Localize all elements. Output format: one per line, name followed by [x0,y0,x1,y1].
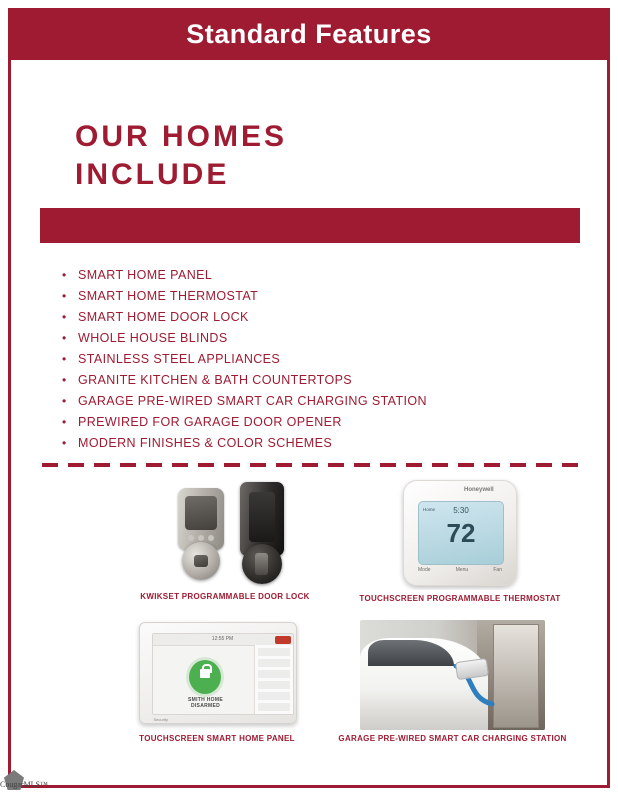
door-lock-image [100,478,340,588]
thermostat-small-label: Home [423,507,436,512]
panel-footer-label: Security [153,717,168,722]
title-banner [8,8,610,60]
panel-clock: 12:55 PM [153,634,293,646]
smart-panel-image [135,620,300,730]
thermostat-brand: Honeywell [464,487,494,493]
ev-charging-image [360,620,545,730]
product-thermostat [340,478,580,603]
lock-shield-icon [189,660,221,694]
deadbolt-knob-icon [242,544,282,584]
heading-line-2: INCLUDE [75,158,230,191]
list-item: • SMART HOME DOOR LOCK [60,307,580,328]
product-row-2 [40,620,580,755]
product-caption: TOUCHSCREEN PROGRAMMABLE THERMOSTAT [359,594,561,603]
product-gallery [40,478,580,755]
thermostat-image [395,478,525,590]
thermostat-button-mode: Mode [418,567,431,573]
thermostat-time: 5:30 [453,506,469,515]
product-caption: KWIKSET PROGRAMMABLE DOOR LOCK [140,592,310,601]
thermostat-button-fan: Fan [493,567,502,573]
panel-alert-badge [275,636,291,644]
product-row-1 [40,478,580,608]
page-title: Standard Features [186,18,432,49]
product-ev-charging [325,620,580,743]
list-item: • GARAGE PRE-WIRED SMART CAR CHARGING STATION [60,391,580,412]
product-caption: TOUCHSCREEN SMART HOME PANEL [139,734,295,743]
list-item: • GRANITE KITCHEN & BATH COUNTERTOPS [60,370,580,391]
panel-menu-list [254,645,293,714]
product-smart-panel [102,620,332,743]
product-caption: GARAGE PRE-WIRED SMART CAR CHARGING STATION [338,734,567,743]
list-item: • SMART HOME PANEL [60,265,580,286]
list-item: • SMART HOME THERMOSTAT [60,286,580,307]
dashed-divider [42,463,578,467]
keypad-lock-icon [178,488,224,550]
list-item: • MODERN FINISHES & COLOR SCHEMES [60,433,580,454]
thermostat-button-menu: Menu [455,567,469,573]
panel-status-name: SMITH HOME [188,697,223,703]
lock-knob-icon [182,542,220,580]
heading-line-1: OUR HOMES [75,120,288,153]
mls-footer-logo [0,768,62,794]
list-item: • PREWIRED FOR GARAGE DOOR OPENER [60,412,580,433]
list-item: • WHOLE HOUSE BLINDS [60,328,580,349]
mls-logo-text: CougarMLS™ [0,780,48,789]
panel-status-state: DISARMED [190,703,221,709]
section-heading [75,118,535,194]
feature-list [60,265,580,454]
accent-bar [40,208,580,243]
list-item: • STAINLESS STEEL APPLIANCES [60,349,580,370]
product-door-lock [100,478,350,601]
thermostat-temperature: 72 [446,518,476,548]
